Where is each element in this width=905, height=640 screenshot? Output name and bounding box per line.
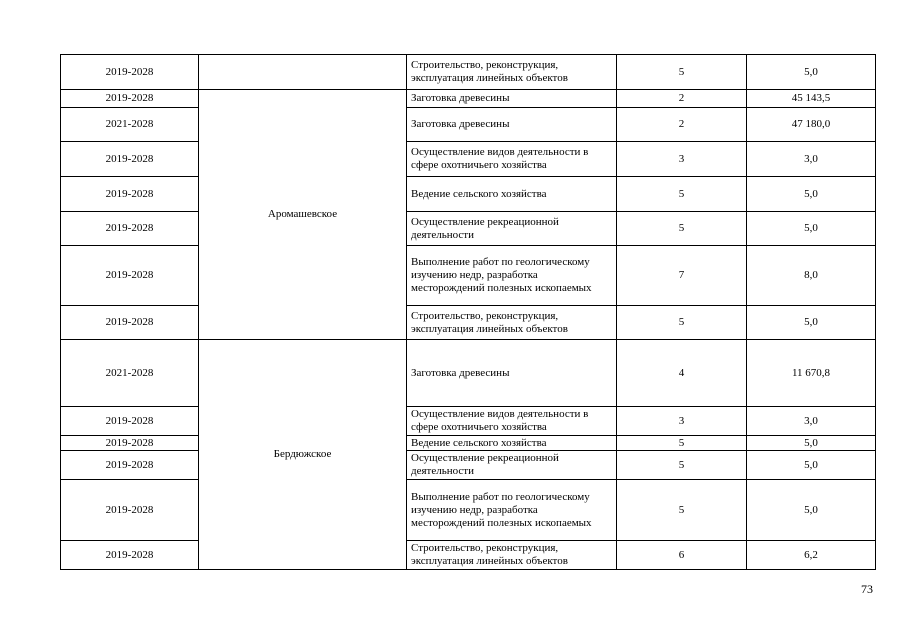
table-row xyxy=(61,407,876,436)
activity-cell: Строительство, реконструкция, эксплуатация линейных объектов xyxy=(407,306,617,340)
table-row xyxy=(61,55,876,90)
area-cell: 5,0 xyxy=(747,55,876,90)
period-cell: 2019-2028 xyxy=(61,407,199,436)
period-cell: 2021-2028 xyxy=(61,108,199,142)
page-number: 73 xyxy=(861,582,873,596)
count-cell: 2 xyxy=(617,90,747,108)
count-cell: 6 xyxy=(617,541,747,570)
count-cell: 4 xyxy=(617,340,747,407)
count-cell: 3 xyxy=(617,407,747,436)
table-row xyxy=(61,212,876,246)
period-cell: 2019-2028 xyxy=(61,212,199,246)
activity-cell: Выполнение работ по геологическому изучению недр, разработка месторождений полезных ископаемых xyxy=(407,246,617,306)
table-row xyxy=(61,451,876,480)
district-cell: Бердюжское xyxy=(199,340,407,570)
activity-cell: Строительство, реконструкция, эксплуатация линейных объектов xyxy=(407,541,617,570)
period-cell: 2019-2028 xyxy=(61,541,199,570)
area-cell: 5,0 xyxy=(747,212,876,246)
count-cell: 5 xyxy=(617,177,747,212)
activity-cell: Строительство, реконструкция, эксплуатация линейных объектов xyxy=(407,55,617,90)
area-cell: 3,0 xyxy=(747,407,876,436)
table-row xyxy=(61,90,876,108)
table-row xyxy=(61,340,876,407)
count-cell: 3 xyxy=(617,142,747,177)
table-row xyxy=(61,436,876,451)
activity-cell: Заготовка древесины xyxy=(407,108,617,142)
activity-cell: Осуществление видов деятельности в сфере охотничьего хозяйства xyxy=(407,407,617,436)
area-cell: 3,0 xyxy=(747,142,876,177)
period-cell: 2019-2028 xyxy=(61,480,199,541)
table-row xyxy=(61,177,876,212)
area-cell: 5,0 xyxy=(747,306,876,340)
table-row xyxy=(61,108,876,142)
count-cell: 5 xyxy=(617,55,747,90)
period-cell: 2019-2028 xyxy=(61,55,199,90)
activity-cell: Заготовка древесины xyxy=(407,90,617,108)
table-row xyxy=(61,306,876,340)
activity-cell: Выполнение работ по геологическому изучению недр, разработка месторождений полезных ископаемых xyxy=(407,480,617,541)
district-cell xyxy=(199,55,407,90)
area-cell: 5,0 xyxy=(747,480,876,541)
period-cell: 2019-2028 xyxy=(61,451,199,480)
area-cell: 5,0 xyxy=(747,436,876,451)
activity-cell: Ведение сельского хозяйства xyxy=(407,436,617,451)
count-cell: 5 xyxy=(617,436,747,451)
period-cell: 2019-2028 xyxy=(61,90,199,108)
table-row xyxy=(61,246,876,306)
count-cell: 2 xyxy=(617,108,747,142)
count-cell: 5 xyxy=(617,306,747,340)
area-cell: 11 670,8 xyxy=(747,340,876,407)
area-cell: 5,0 xyxy=(747,177,876,212)
area-cell: 8,0 xyxy=(747,246,876,306)
period-cell: 2019-2028 xyxy=(61,306,199,340)
area-cell: 45 143,5 xyxy=(747,90,876,108)
count-cell: 5 xyxy=(617,480,747,541)
period-cell: 2019-2028 xyxy=(61,436,199,451)
area-cell: 6,2 xyxy=(747,541,876,570)
forestry-activity-table xyxy=(60,54,876,570)
table-row xyxy=(61,541,876,570)
area-cell: 47 180,0 xyxy=(747,108,876,142)
count-cell: 7 xyxy=(617,246,747,306)
period-cell: 2019-2028 xyxy=(61,142,199,177)
district-cell: Аромашевское xyxy=(199,90,407,340)
period-cell: 2021-2028 xyxy=(61,340,199,407)
period-cell: 2019-2028 xyxy=(61,177,199,212)
activity-cell: Осуществление рекреационной деятельности xyxy=(407,212,617,246)
activity-cell: Осуществление видов деятельности в сфере охотничьего хозяйства xyxy=(407,142,617,177)
table-row xyxy=(61,142,876,177)
activity-cell: Осуществление рекреационной деятельности xyxy=(407,451,617,480)
activity-cell: Заготовка древесины xyxy=(407,340,617,407)
count-cell: 5 xyxy=(617,212,747,246)
period-cell: 2019-2028 xyxy=(61,246,199,306)
activity-cell: Ведение сельского хозяйства xyxy=(407,177,617,212)
table-row xyxy=(61,480,876,541)
area-cell: 5,0 xyxy=(747,451,876,480)
count-cell: 5 xyxy=(617,451,747,480)
